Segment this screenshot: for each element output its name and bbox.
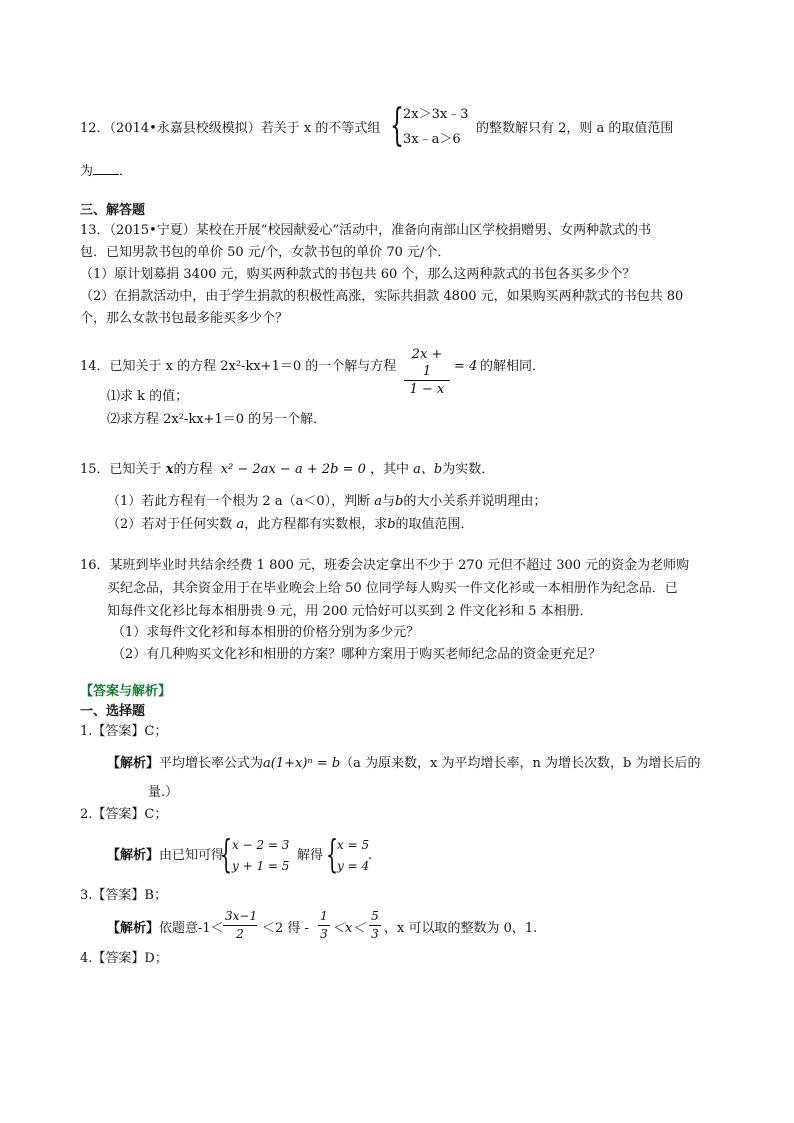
- answer-1-label: 1.【答案】C；: [80, 724, 168, 739]
- a3-fraction-2: [318, 908, 330, 943]
- a3-frac3-den: 3: [371, 927, 379, 941]
- q15-sub1: [107, 493, 546, 511]
- a2-exp-text: 由已知可得: [159, 848, 225, 863]
- q15-sub1-text-a: （1）若此方程有一个根为 2: [107, 494, 271, 509]
- q16-line1: 16．某班到毕业时共结余经费 1 800 元，班委会决定拿出不少于 270 元但不超过 300 元的资金为老师购: [80, 558, 690, 573]
- q15-sub2-text-e: 的取值范围．: [395, 517, 474, 532]
- q14-frac-numerator: 2x + 1: [404, 346, 450, 381]
- q15-var-x: x: [165, 462, 174, 477]
- a2-solve-text: 解得: [297, 848, 324, 863]
- answer-4-label: 4.【答案】D；: [80, 951, 168, 966]
- a3-exp-text: 依题意-1＜: [159, 921, 224, 936]
- q15-sub1-text-f: 的大小关系并说明理由；: [403, 494, 547, 509]
- answer-1-explanation: [107, 755, 700, 773]
- q15-sub1-text-d: 与: [382, 494, 396, 509]
- a2-system1-eq1: x − 2 = 3: [232, 838, 290, 852]
- q15-sub1-var-b: b: [395, 494, 404, 509]
- q14-prefix: 14．已知关于 x 的方程 2x²-kx+1＝0 的一个解与方程: [80, 359, 397, 374]
- q15-sub2-var-b: b: [387, 517, 396, 532]
- q12-line2-suffix: ．: [119, 164, 133, 179]
- a2-system1-eq2: y + 1 = 5: [232, 859, 290, 873]
- q15-sub2-text-a: （2）若对于任何实数: [107, 517, 233, 532]
- q15-sub2-var-a: a: [236, 517, 245, 532]
- a3-frac1-den: 2: [236, 927, 244, 941]
- answer-2-explanation: [107, 847, 224, 865]
- q16-line2: 买纪念品，其余资金用于在毕业晚会上给 50 位同学每人购买一件文化衫或一本相册作为纪念品．已: [107, 581, 678, 596]
- q15-sub1-var-a: a: [374, 494, 383, 509]
- a3-frac2-num: 1: [318, 908, 330, 926]
- a1-exp-text-b: （a 为原来数，x 为平均增长率，n 为增长次数，b 为增长后的: [340, 756, 701, 771]
- q12-line1: [80, 120, 380, 138]
- q12-inequality-1: 2x＞3x﹣3: [403, 107, 469, 122]
- q12-line2-prefix: 为: [80, 164, 94, 179]
- answer-1-explanation-cont: 量.）: [148, 785, 179, 800]
- q13-line2: 包．已知男款书包的单价 50 元/个，女款书包的单价 70 元/个．: [80, 245, 451, 260]
- explanation-tag: 【解析】: [107, 756, 160, 771]
- a3-fraction-3: [369, 908, 381, 943]
- a3-frac3-num: 5: [369, 908, 381, 926]
- explanation-tag: 【解析】: [107, 921, 160, 936]
- a3-frac2-den: 3: [320, 927, 328, 941]
- q15-mid: 的方程: [173, 462, 213, 477]
- q15-prefix: 15．已知关于: [80, 462, 162, 477]
- a3-exp-c: ＜x＜: [332, 921, 366, 936]
- a3-fraction-1: [223, 908, 257, 943]
- answer-2-label: 2.【答案】C；: [80, 807, 168, 822]
- q12-brace: {: [390, 100, 404, 151]
- section-title-multiple-choice: 一、选择题: [80, 704, 146, 719]
- q13-line1: 13．（2015•宁夏）某校在开展“校园献爱心”活动中，准备向南部山区学校捐赠男、女两种款式的书: [80, 223, 652, 238]
- answer-3-explanation-a: [107, 920, 224, 938]
- q14-frac-denominator: 1 − x: [409, 382, 445, 397]
- q14-suffix: 的解相同．: [480, 359, 546, 374]
- q12-suffix: 的整数解只有 2，则 a 的取值范围: [476, 121, 674, 136]
- q14-sub1: ⑴求 k 的值；: [107, 389, 189, 404]
- a1-exp-text: 平均增长率公式为: [159, 756, 264, 771]
- answer-blank: [93, 162, 119, 175]
- a2-system-brace-2: {: [326, 832, 339, 876]
- q15-sub2: [107, 516, 474, 534]
- a2-system-brace-1: {: [220, 832, 233, 876]
- q13-line3: （1）原计划募捐 3400 元，购买两种款式的书包共 60 个，那么这两种款式的书包各买多少个？: [80, 267, 636, 282]
- q15-sub2-text-c: ，此方程都有实数根，求: [244, 517, 388, 532]
- q14-sub2: ⑵求方程 2x²-kx+1＝0 的另一个解．: [107, 412, 327, 427]
- a3-frac1-num: 3x−1: [223, 908, 257, 926]
- q13-line5: 个，那么女款书包最多能买多少个？: [80, 311, 289, 326]
- section-title-answer-questions: 三、解答题: [80, 203, 146, 218]
- a1-formula: a(1+x)ⁿ = b: [263, 756, 341, 771]
- a3-exp-b: ＜2 得 -: [262, 921, 309, 936]
- q12-line2: [80, 162, 132, 181]
- q12-prefix: 12．（2014•永嘉县校级模拟）若关于 x 的不等式组: [80, 121, 381, 136]
- q12-inequality-2: 3x﹣a＞6: [403, 132, 461, 147]
- q15-suffix: ，其中: [370, 462, 410, 477]
- q15-end: 为实数．: [442, 462, 495, 477]
- q16-line5: （2）有几种购买文化衫和相册的方案？哪种方案用于购买老师纪念品的资金更充足？: [112, 647, 602, 662]
- q13-line4: （2）在捐款活动中，由于学生捐款的积极性高涨，实际共捐款 4800 元，如果购买两种款式的书包共 80: [80, 289, 684, 304]
- q14-fraction: [404, 346, 450, 398]
- a2-period: .: [368, 848, 373, 863]
- q16-line3: 知每件文化衫比每本相册贵 9 元，用 200 元恰好可以买到 2 件文化衫和 5 本相册．: [107, 604, 593, 619]
- a2-system2-eq1: x = 5: [337, 838, 370, 852]
- q15-vars-ab: a、b: [413, 462, 443, 477]
- answers-title: 【答案与解析】: [80, 684, 172, 699]
- a3-exp-d: ，x 可以取的整数为 0，1.: [384, 921, 538, 936]
- q14-equation-rhs: = 4: [454, 359, 478, 374]
- q15-sub1-text-b: a（a＜0），判断: [274, 494, 371, 509]
- q15-equation: x² − 2ax − a + 2b = 0: [220, 462, 366, 477]
- q15-line1: [80, 461, 494, 479]
- explanation-tag: 【解析】: [107, 848, 160, 863]
- a2-system2-eq2: y = 4: [337, 859, 370, 873]
- answer-3-label: 3.【答案】B；: [80, 888, 167, 903]
- q16-line4: （1）求每件文化衫和每本相册的价格分别为多少元？: [112, 625, 420, 640]
